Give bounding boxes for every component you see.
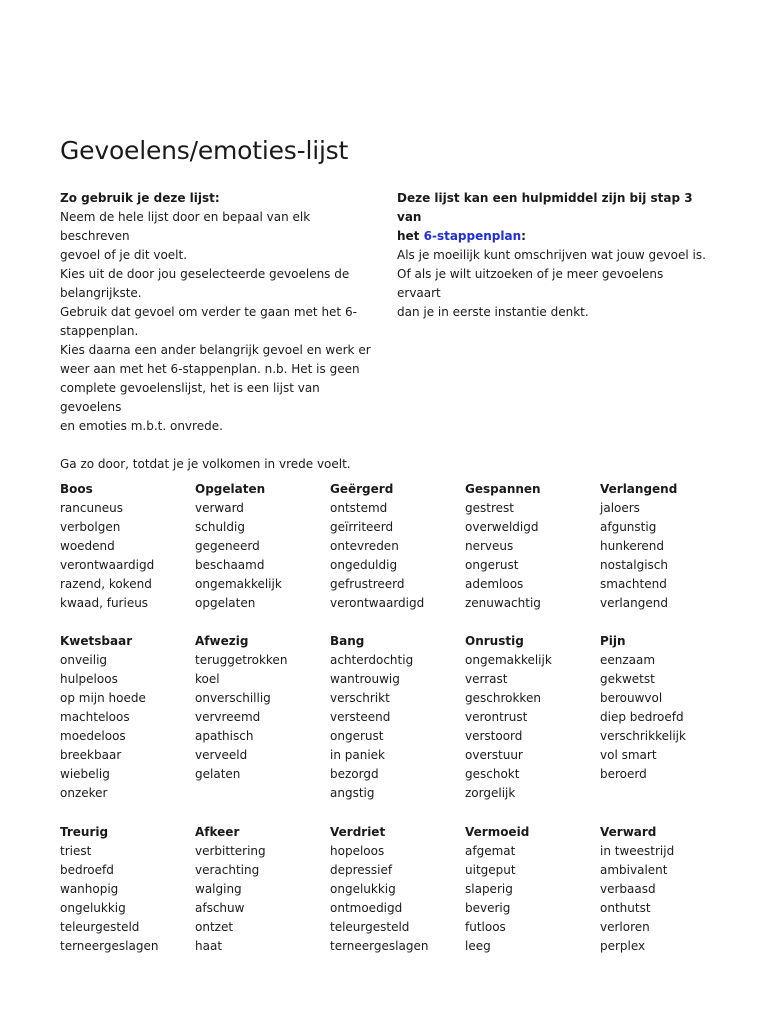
usage-line: Neem de hele lijst door en bepaal van elk beschreven	[60, 210, 311, 243]
emotion-column	[465, 480, 600, 613]
emotion-item: ontstemd	[330, 501, 388, 515]
emotion-item: depressief	[330, 863, 393, 877]
emotion-item: beverig	[465, 901, 511, 915]
emotion-item: teleurgesteld	[60, 920, 140, 934]
emotion-item: verachting	[195, 863, 260, 877]
emotion-item: hunkerend	[600, 539, 664, 553]
emotion-item: geïrriteerd	[330, 520, 394, 534]
emotion-item: razend, kokend	[60, 577, 152, 591]
emotion-item: verschrikkelijk	[600, 729, 686, 743]
emotion-item: smachtend	[600, 577, 667, 591]
emotion-item: triest	[60, 844, 92, 858]
emotion-category-heading: Kwetsbaar	[60, 634, 133, 648]
emotion-column	[60, 632, 195, 803]
usage-instructions	[60, 189, 378, 474]
emotion-item: haat	[195, 939, 223, 953]
emotion-item: afschuw	[195, 901, 245, 915]
emotion-item: rancuneus	[60, 501, 123, 515]
emotion-item: perplex	[600, 939, 646, 953]
emotion-item: verbaasd	[600, 882, 656, 896]
emotion-category-heading: Afwezig	[195, 634, 249, 648]
emotion-column	[195, 823, 330, 956]
emotion-item: verbolgen	[60, 520, 121, 534]
usage-closing: Ga zo door, totdat je je volkomen in vrede voelt.	[60, 457, 351, 471]
emotion-item: ontevreden	[330, 539, 399, 553]
emotion-column	[465, 632, 600, 803]
emotion-category-heading: Opgelaten	[195, 482, 266, 496]
emotion-item: walging	[195, 882, 242, 896]
emotion-item: ambivalent	[600, 863, 668, 877]
emotion-item: verveeld	[195, 748, 248, 762]
emotion-item: op mijn hoede	[60, 691, 146, 705]
emotion-item: wiebelig	[60, 767, 110, 781]
emotion-item: opgelaten	[195, 596, 256, 610]
emotion-category-heading: Vermoeid	[465, 825, 530, 839]
emotion-item: gestrest	[465, 501, 514, 515]
emotion-category-heading: Geërgerd	[330, 482, 394, 496]
emotion-item: terneergeslagen	[330, 939, 429, 953]
emotion-item: afgemat	[465, 844, 516, 858]
emotion-column	[195, 632, 330, 784]
emotion-item: ongelukkig	[60, 901, 126, 915]
emotion-item: wantrouwig	[330, 672, 400, 686]
emotion-item: geschrokken	[465, 691, 541, 705]
emotion-item: verschrikt	[330, 691, 390, 705]
emotion-item: ongerust	[465, 558, 519, 572]
usage-line: stappenplan.	[60, 324, 139, 338]
emotion-category-heading: Verward	[600, 825, 657, 839]
emotion-item: ongeduldig	[330, 558, 398, 572]
emotion-item: kwaad, furieus	[60, 596, 149, 610]
emotion-item: geschokt	[465, 767, 520, 781]
emotion-item: verbittering	[195, 844, 266, 858]
emotion-item: zenuwachtig	[465, 596, 541, 610]
emotion-item: ongemakkelijk	[465, 653, 552, 667]
emotion-column	[195, 480, 330, 613]
usage-line: gevoel of je dit voelt.	[60, 248, 188, 262]
emotion-item: gefrustreerd	[330, 577, 405, 591]
emotion-column	[465, 823, 600, 956]
emotion-category-heading: Afkeer	[195, 825, 240, 839]
emotion-item: overstuur	[465, 748, 523, 762]
emotion-category-heading: Verdriet	[330, 825, 386, 839]
emotion-item: koel	[195, 672, 220, 686]
emotion-item: hulpeloos	[60, 672, 118, 686]
usage-line: Kies uit de door jou geselecteerde gevoelens de	[60, 267, 350, 281]
emotion-item: versteend	[330, 710, 391, 724]
usage-heading: Zo gebruik je deze lijst:	[60, 191, 220, 205]
emotion-item: gegeneerd	[195, 539, 260, 553]
page-title: Gevoelens/emoties-lijst	[60, 136, 349, 165]
emotion-item: nostalgisch	[600, 558, 668, 572]
emotion-item: overweldigd	[465, 520, 539, 534]
emotion-item: vervreemd	[195, 710, 261, 724]
emotion-item: verward	[195, 501, 244, 515]
emotion-item: angstig	[330, 786, 375, 800]
emotion-item: uitgeput	[465, 863, 516, 877]
emotion-category-heading: Bang	[330, 634, 365, 648]
emotion-item: onverschillig	[195, 691, 271, 705]
emotion-category-heading: Treurig	[60, 825, 109, 839]
emotion-item: ongelukkig	[330, 882, 396, 896]
purpose-line: Of als je wilt uitzoeken of je meer gevoelens ervaart	[397, 267, 664, 300]
emotion-item: breekbaar	[60, 748, 122, 762]
emotion-item: onthutst	[600, 901, 651, 915]
emotion-column	[600, 823, 735, 956]
emotion-item: ongerust	[330, 729, 384, 743]
emotion-category-heading: Onrustig	[465, 634, 524, 648]
emotion-item: teleurgesteld	[330, 920, 410, 934]
emotion-item: vol smart	[600, 748, 657, 762]
emotion-item: achterdochtig	[330, 653, 414, 667]
purpose-line: dan je in eerste instantie denkt.	[397, 305, 589, 319]
emotion-item: ademloos	[465, 577, 524, 591]
emotion-item: in paniek	[330, 748, 385, 762]
emotion-item: wanhopig	[60, 882, 119, 896]
emotion-item: verontrust	[465, 710, 528, 724]
emotion-item: verloren	[600, 920, 650, 934]
six-step-plan-link[interactable]: 6-stappenplan	[423, 229, 522, 243]
emotion-category-heading: Boos	[60, 482, 93, 496]
usage-line: Gebruik dat gevoel om verder te gaan met het 6-	[60, 305, 357, 319]
emotion-item: apathisch	[195, 729, 254, 743]
emotion-column	[60, 823, 195, 956]
emotion-item: ontzet	[195, 920, 234, 934]
emotion-item: verlangend	[600, 596, 668, 610]
usage-line: weer aan met het 6-stappenplan. n.b. Het is geen	[60, 362, 360, 376]
usage-line: en emoties m.b.t. onvrede.	[60, 419, 223, 433]
emotion-item: beroerd	[600, 767, 647, 781]
emotion-item: verstoord	[465, 729, 523, 743]
purpose-note	[397, 189, 707, 322]
usage-line: complete gevoelenslijst, het is een lijst van gevoelens	[60, 381, 320, 414]
emotion-item: beschaamd	[195, 558, 265, 572]
emotion-item: hopeloos	[330, 844, 385, 858]
emotion-item: diep bedroefd	[600, 710, 684, 724]
emotion-item: afgunstig	[600, 520, 657, 534]
emotion-item: teruggetrokken	[195, 653, 288, 667]
emotion-item: ongemakkelijk	[195, 577, 282, 591]
emotion-column	[60, 480, 195, 613]
emotion-item: ontmoedigd	[330, 901, 403, 915]
emotion-item: zorgelijk	[465, 786, 516, 800]
emotion-column	[330, 632, 465, 803]
emotion-item: machteloos	[60, 710, 130, 724]
emotion-item: schuldig	[195, 520, 245, 534]
emotion-item: verontwaardigd	[60, 558, 155, 572]
emotion-column	[600, 480, 735, 613]
emotion-item: nerveus	[465, 539, 514, 553]
purpose-heading-cont: het 6-stappenplan:	[397, 229, 526, 243]
emotion-column	[600, 632, 735, 784]
emotion-column	[330, 480, 465, 613]
emotion-item: berouwvol	[600, 691, 663, 705]
purpose-heading: Deze lijst kan een hulpmiddel zijn bij stap 3 van	[397, 191, 693, 224]
emotion-item: bezorgd	[330, 767, 379, 781]
emotion-item: onveilig	[60, 653, 108, 667]
emotion-item: verontwaardigd	[330, 596, 425, 610]
emotion-item: slaperig	[465, 882, 513, 896]
emotion-item: onzeker	[60, 786, 108, 800]
emotion-item: futloos	[465, 920, 506, 934]
emotion-item: woedend	[60, 539, 115, 553]
emotion-item: leeg	[465, 939, 491, 953]
purpose-line: Als je moeilijk kunt omschrijven wat jouw gevoel is.	[397, 248, 706, 262]
emotion-category-heading: Pijn	[600, 634, 626, 648]
emotion-item: terneergeslagen	[60, 939, 159, 953]
usage-line: Kies daarna een ander belangrijk gevoel en werk er	[60, 343, 371, 357]
emotion-item: eenzaam	[600, 653, 656, 667]
emotion-item: gelaten	[195, 767, 241, 781]
emotion-item: bedroefd	[60, 863, 114, 877]
emotion-item: moedeloos	[60, 729, 126, 743]
emotion-item: in tweestrijd	[600, 844, 675, 858]
emotion-item: gekwetst	[600, 672, 655, 686]
usage-line: belangrijkste.	[60, 286, 142, 300]
emotion-category-heading: Verlangend	[600, 482, 678, 496]
emotion-column	[330, 823, 465, 956]
emotion-item: jaloers	[600, 501, 640, 515]
emotion-item: verrast	[465, 672, 508, 686]
emotion-category-heading: Gespannen	[465, 482, 541, 496]
